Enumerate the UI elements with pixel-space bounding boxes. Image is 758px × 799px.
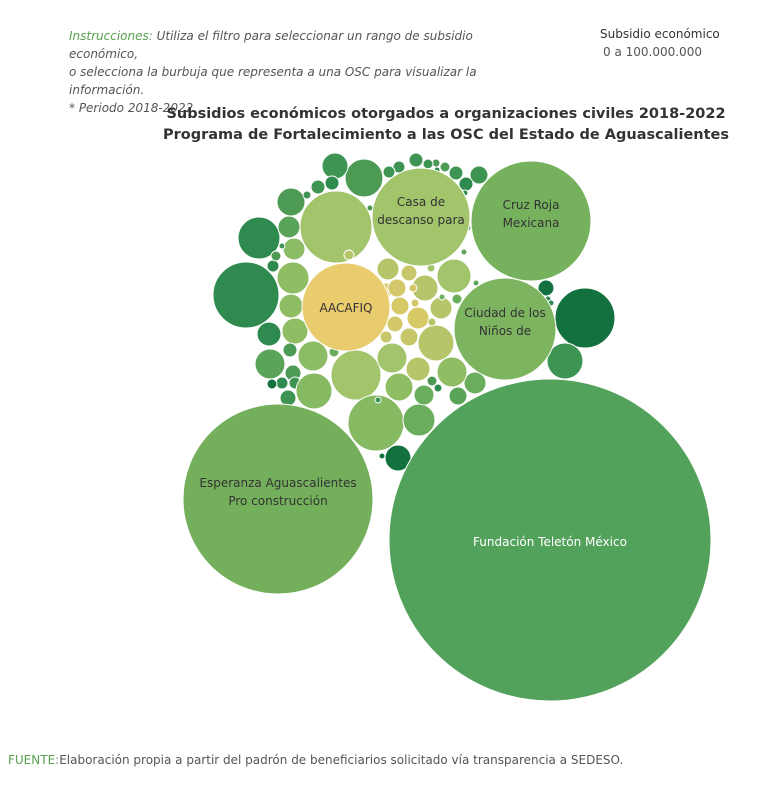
bubble-osc-3[interactable]: [348, 395, 404, 451]
bubble-label-cruz-roja-mexicana: Cruz Roja Mexicana: [502, 198, 560, 230]
bubble-osc-56[interactable]: [452, 294, 462, 304]
bubble-osc-74[interactable]: [271, 251, 281, 261]
bubble-osc-33[interactable]: [403, 404, 435, 436]
instructions-label: Instrucciones:: [69, 29, 153, 43]
bubble-osc-16[interactable]: [257, 322, 281, 346]
bubble-osc-17[interactable]: [283, 343, 297, 357]
bubble-osc-32[interactable]: [379, 453, 385, 459]
bubble-osc-78[interactable]: [461, 249, 467, 255]
bubble-osc-40[interactable]: [434, 384, 442, 392]
bubble-osc-53[interactable]: [401, 265, 417, 281]
bubble-osc-43[interactable]: [418, 325, 454, 361]
bubble-osc-65[interactable]: [440, 162, 450, 172]
bubble-osc-10[interactable]: [278, 216, 300, 238]
bubble-osc-61[interactable]: [409, 284, 417, 292]
bubble-osc-7[interactable]: [345, 159, 383, 197]
bubble-osc-80[interactable]: [344, 250, 354, 260]
source-note: [8, 753, 623, 767]
bubble-osc-75[interactable]: [279, 243, 285, 249]
bubble-osc-46[interactable]: [407, 307, 429, 329]
filter-title: Subsidio económico: [600, 27, 720, 41]
bubble-label-esperanza-aguascalientes-pro-construccion: Esperanza Aguascalientes Pro construcción: [199, 476, 357, 508]
bubble-osc-68[interactable]: [409, 153, 423, 167]
bubble-osc-38[interactable]: [437, 357, 467, 387]
bubble-osc-51[interactable]: [388, 279, 406, 297]
bubble-osc-23[interactable]: [280, 390, 296, 406]
bubble-osc-42[interactable]: [377, 343, 407, 373]
bubble-osc-34[interactable]: [414, 385, 434, 405]
filter-range[interactable]: 0 a 100.000.000: [603, 45, 702, 59]
bubble-osc-13[interactable]: [277, 262, 309, 294]
bubble-osc-45[interactable]: [387, 316, 403, 332]
bubble-label-aacafiq: AACAFIQ: [319, 301, 373, 315]
period-note: * Periodo 2018-2022: [69, 101, 194, 115]
chart-title-line-2: Programa de Fortalecimiento a las OSC del Estado de Aguascalientes: [162, 127, 730, 143]
bubble-osc-59[interactable]: [428, 318, 436, 326]
bubble-osc-55[interactable]: [437, 259, 471, 293]
bubble-osc-54[interactable]: [377, 258, 399, 280]
source-label: FUENTE:: [8, 753, 60, 767]
source-text: Elaboración propia a partir del padrón de beneficiarios solicitado vía transparencia a SEDESO.: [59, 753, 624, 767]
bubble-osc-9[interactable]: [277, 188, 305, 216]
bubble-osc-71[interactable]: [311, 180, 325, 194]
instructions-text-2: o selecciona la burbuja que representa a una OSC para visualizar la información.: [69, 65, 477, 97]
bubble-label-ciudad-de-los-ninos-de: Ciudad de los Niños de: [464, 306, 546, 338]
bubble-osc-2[interactable]: [331, 350, 381, 400]
bubble-osc-11[interactable]: [283, 238, 305, 260]
bubble-osc-57[interactable]: [439, 294, 445, 300]
bubble-osc-67[interactable]: [423, 159, 433, 169]
bubble-osc-4[interactable]: [213, 262, 279, 328]
bubble-osc-21[interactable]: [267, 379, 277, 389]
chart-title-line-1: Subsidios económicos otorgados a organizaciones civiles 2018-2022: [166, 106, 726, 122]
bubble-osc-24[interactable]: [296, 373, 332, 409]
bubble-osc-73[interactable]: [303, 191, 311, 199]
bubble-osc-49[interactable]: [391, 297, 409, 315]
bubble-osc-12[interactable]: [267, 260, 279, 272]
bubble-osc-25[interactable]: [298, 341, 328, 371]
instructions-text-1: Utiliza el filtro para seleccionar un rango de subsidio económico,: [69, 29, 473, 61]
bubble-label-casa-de-descanso-para: Casa de descanso para: [377, 195, 465, 227]
bubble-osc-1[interactable]: [300, 191, 372, 263]
bubble-osc-81[interactable]: [375, 397, 381, 403]
bubble-osc-14[interactable]: [279, 294, 303, 318]
bubble-osc-36[interactable]: [449, 387, 467, 405]
bubble-osc-5[interactable]: [555, 288, 615, 348]
bubble-label-fundacion-teleton-mexico: Fundación Teletón México: [473, 535, 627, 549]
bubble-osc-58[interactable]: [411, 299, 419, 307]
bubble-osc-72[interactable]: [325, 176, 339, 190]
bubble-osc-41[interactable]: [406, 357, 430, 381]
bubble-osc-18[interactable]: [255, 349, 285, 379]
bubble-osc-44[interactable]: [400, 328, 418, 346]
bubble-osc-8[interactable]: [322, 153, 348, 179]
bubble-osc-20[interactable]: [276, 377, 288, 389]
